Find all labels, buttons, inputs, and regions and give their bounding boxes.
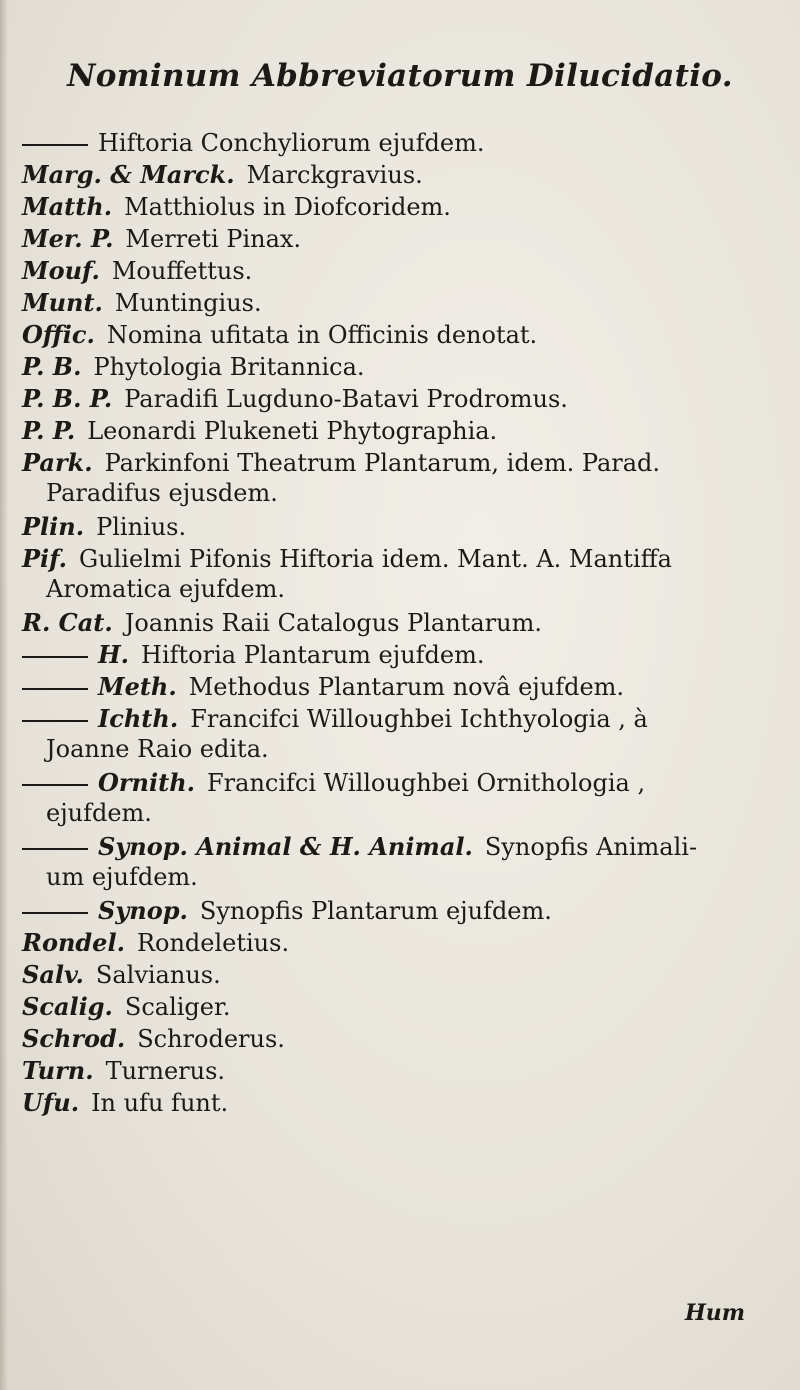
abbreviation: Pif. bbox=[22, 544, 67, 573]
expansion-continued: ejufdem. bbox=[46, 799, 152, 827]
expansion: Marckgravius. bbox=[246, 161, 423, 189]
abbreviation-entry bbox=[22, 352, 782, 382]
expansion: Leonardi Plukeneti Phytographia. bbox=[87, 417, 498, 445]
abbreviation-entry bbox=[22, 128, 782, 158]
catchword: Hum bbox=[685, 1300, 746, 1326]
abbreviation: Schrod. bbox=[22, 1024, 126, 1053]
page-header: Nominum Abbreviatorum Dilucidatio. bbox=[67, 58, 733, 94]
abbreviation-entry bbox=[22, 640, 782, 670]
page-gutter bbox=[0, 0, 8, 1390]
expansion: Schroderus. bbox=[137, 1025, 285, 1053]
abbreviation: Munt. bbox=[22, 288, 103, 317]
abbreviation-entry bbox=[22, 704, 782, 764]
abbreviation-entry bbox=[22, 768, 782, 828]
expansion: Matthiolus in Diofcoridem. bbox=[124, 193, 451, 221]
abbreviation-entry bbox=[22, 512, 782, 542]
abbreviation-entry bbox=[22, 1024, 782, 1054]
abbreviation-entry bbox=[22, 1088, 782, 1118]
abbreviation: Offic. bbox=[22, 320, 95, 349]
expansion: Francifci Willoughbei Ichthyologia , à bbox=[190, 705, 648, 733]
ditto-dash bbox=[22, 912, 88, 914]
expansion-continued: Paradifus ejusdem. bbox=[46, 479, 278, 507]
abbreviation: Ufu. bbox=[22, 1088, 80, 1117]
abbreviation: P. P. bbox=[22, 416, 76, 445]
abbreviation-entry bbox=[22, 192, 782, 222]
abbreviation: Ornith. bbox=[98, 768, 196, 797]
abbreviation: Synop. Animal & H. Animal. bbox=[98, 832, 473, 861]
expansion: Turnerus. bbox=[105, 1057, 226, 1085]
abbreviation-entry bbox=[22, 832, 782, 892]
abbreviation: Rondel. bbox=[22, 928, 125, 957]
abbreviation-entry bbox=[22, 384, 782, 414]
expansion: Hiftoria Plantarum ejufdem. bbox=[141, 641, 485, 669]
abbreviation: Park. bbox=[22, 448, 93, 477]
abbreviation-entry bbox=[22, 256, 782, 286]
abbreviation: Salv. bbox=[22, 960, 84, 989]
abbreviation-entry bbox=[22, 896, 782, 926]
abbreviation: Ichth. bbox=[98, 704, 179, 733]
ditto-dash bbox=[22, 784, 88, 786]
expansion: Mouffettus. bbox=[111, 257, 253, 285]
expansion: Hiftoria Conchyliorum ejufdem. bbox=[98, 129, 485, 157]
abbreviation: Mouf. bbox=[22, 256, 100, 285]
abbreviation: Matth. bbox=[22, 192, 113, 221]
expansion-continued: um ejufdem. bbox=[46, 863, 198, 891]
abbreviation: Meth. bbox=[98, 672, 177, 701]
abbreviation-entry bbox=[22, 1056, 782, 1086]
abbreviation-entry bbox=[22, 320, 782, 350]
abbreviation: Scalig. bbox=[22, 992, 113, 1021]
expansion: Synopfis Animali- bbox=[484, 833, 698, 861]
expansion: Synopfis Plantarum ejufdem. bbox=[199, 897, 552, 925]
expansion-continued: Aromatica ejufdem. bbox=[46, 575, 285, 603]
abbreviation-entry bbox=[22, 160, 782, 190]
ditto-dash bbox=[22, 720, 88, 722]
abbreviation-entry bbox=[22, 544, 782, 604]
expansion: Paradifi Lugduno-Batavi Prodromus. bbox=[124, 385, 568, 413]
abbreviation: Plin. bbox=[22, 512, 85, 541]
abbreviation: Mer. P. bbox=[22, 224, 114, 253]
expansion: Nomina ufitata in Officinis denotat. bbox=[106, 321, 538, 349]
expansion: Phytologia Britannica. bbox=[93, 353, 365, 381]
expansion: Plinius. bbox=[96, 513, 187, 541]
expansion: Methodus Plantarum novâ ejufdem. bbox=[188, 673, 625, 701]
abbreviation-list bbox=[22, 128, 782, 1120]
expansion: Merreti Pinax. bbox=[125, 225, 302, 253]
expansion: Salvianus. bbox=[95, 961, 221, 989]
ditto-dash bbox=[22, 688, 88, 690]
expansion: Joannis Raii Catalogus Plantarum. bbox=[124, 609, 542, 637]
expansion: Parkinfoni Theatrum Plantarum, idem. Parad. bbox=[104, 449, 661, 477]
abbreviation-entry bbox=[22, 928, 782, 958]
abbreviation-entry bbox=[22, 288, 782, 318]
abbreviation: H. bbox=[98, 640, 130, 669]
abbreviation-entry bbox=[22, 416, 782, 446]
abbreviation: P. B. P. bbox=[22, 384, 113, 413]
abbreviation-entry bbox=[22, 608, 782, 638]
expansion: Francifci Willoughbei Ornithologia , bbox=[207, 769, 646, 797]
abbreviation-entry bbox=[22, 448, 782, 508]
expansion: Scaliger. bbox=[124, 993, 231, 1021]
expansion: Gulielmi Pifonis Hiftoria idem. Mant. A. Mantiffa bbox=[79, 545, 672, 573]
abbreviation: Synop. bbox=[98, 896, 188, 925]
abbreviation-entry bbox=[22, 960, 782, 990]
abbreviation: Turn. bbox=[22, 1056, 94, 1085]
abbreviation-entry bbox=[22, 672, 782, 702]
ditto-dash bbox=[22, 144, 88, 146]
abbreviation: R. Cat. bbox=[22, 608, 113, 637]
expansion: Muntingius. bbox=[114, 289, 262, 317]
abbreviation: Marg. & Marck. bbox=[22, 160, 235, 189]
expansion-continued: Joanne Raio edita. bbox=[46, 735, 269, 763]
expansion: In ufu funt. bbox=[91, 1089, 229, 1117]
abbreviation-entry bbox=[22, 992, 782, 1022]
ditto-dash bbox=[22, 656, 88, 658]
expansion: Rondeletius. bbox=[136, 929, 290, 957]
ditto-dash bbox=[22, 848, 88, 850]
abbreviation-entry bbox=[22, 224, 782, 254]
abbreviation: P. B. bbox=[22, 352, 82, 381]
